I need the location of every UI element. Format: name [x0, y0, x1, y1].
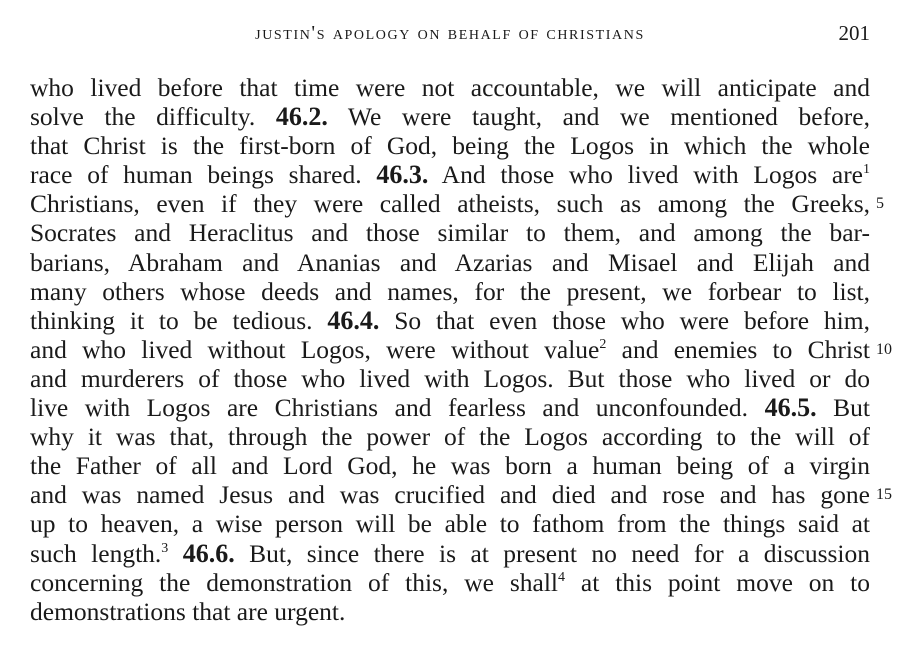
text-segment: who lived before that time were not accountable, we will anticipate and — [30, 73, 870, 102]
text-line — [30, 509, 870, 538]
body-text — [30, 73, 870, 626]
line-number: 10 — [876, 340, 892, 358]
text-segment: and enemies to Christ — [606, 334, 870, 364]
text-line — [30, 189, 870, 218]
text-line — [30, 218, 870, 247]
text-segment: But, since there is at present no need for a discussion — [234, 538, 871, 568]
text-line — [30, 539, 870, 568]
line-number: 5 — [876, 195, 884, 213]
text-segment: So that even those who were before him, — [379, 305, 870, 335]
text-line — [30, 568, 870, 597]
footnote-marker: 3 — [161, 540, 169, 556]
text-line — [30, 131, 870, 160]
text-line — [30, 160, 870, 189]
text-segment: and was named Jesus and was crucified and died and rose and has gone — [30, 480, 870, 510]
text-line — [30, 393, 870, 422]
text-segment: and murderers of those who lived with Logos. But those who lived or do — [30, 363, 870, 393]
text-line — [30, 364, 870, 393]
text-segment — [168, 539, 182, 568]
running-head — [30, 18, 870, 48]
text-segment: many others whose deeds and names, for the present, we forbear to list, — [30, 276, 870, 306]
text-line — [30, 480, 870, 509]
section-number: 46.3. — [376, 160, 429, 190]
text-segment: such length. — [30, 538, 162, 568]
text-segment: And those who lived with Logos are — [428, 160, 864, 190]
text-segment: the Father of all and Lord God, he was born a human being of a virgin — [30, 451, 870, 481]
text-line — [30, 73, 870, 102]
text-segment: barians, Abraham and Ananias and Azarias and Misael and Elijah and — [30, 247, 870, 277]
text-segment: solve the difficulty. — [30, 102, 276, 132]
text-segment: live with Logos are Christians and fearless and unconfounded. — [30, 393, 765, 423]
text-segment: that Christ is the first-born of God, being the Logos in which the whole — [30, 131, 870, 161]
text-segment: race of human beings shared. — [30, 160, 377, 190]
section-number: 46.5. — [764, 393, 817, 423]
text-line — [30, 306, 870, 335]
text-segment: Christians, even if they were called atheists, such as among the Greeks, — [30, 189, 870, 219]
footnote-marker: 1 — [863, 162, 871, 178]
footnote-marker: 2 — [599, 336, 607, 352]
text-line — [30, 335, 870, 364]
text-segment: concerning the demonstration of this, we shall — [30, 567, 559, 597]
text-segment: But — [816, 393, 870, 423]
text-segment: why it was that, through the power of the Logos according to the will of — [30, 422, 870, 452]
running-title: justin's apology on behalf of christians — [255, 22, 645, 44]
text-segment: up to heaven, a wise person will be able to fathom from the things said at — [30, 509, 870, 539]
text-line — [30, 597, 870, 626]
section-number: 46.4. — [327, 305, 380, 335]
text-line — [30, 248, 870, 277]
text-line — [30, 422, 870, 451]
text-segment: thinking it to be tedious. — [30, 305, 328, 335]
text-segment: Socrates and Heraclitus and those similar to them, and among the bar- — [30, 218, 870, 248]
text-line — [30, 277, 870, 306]
page-number: 201 — [838, 21, 870, 45]
footnote-marker: 4 — [558, 569, 566, 585]
text-segment: at this point move on to — [565, 567, 870, 597]
line-number: 15 — [876, 486, 892, 504]
text-line — [30, 102, 870, 131]
text-line — [30, 451, 870, 480]
text-segment: and who lived without Logos, were without value — [30, 334, 600, 364]
section-number: 46.2. — [275, 102, 328, 132]
text-segment: We were taught, and we mentioned before, — [327, 102, 870, 132]
text-segment: demonstrations that are urgent. — [30, 596, 346, 626]
section-number: 46.6. — [182, 538, 235, 568]
